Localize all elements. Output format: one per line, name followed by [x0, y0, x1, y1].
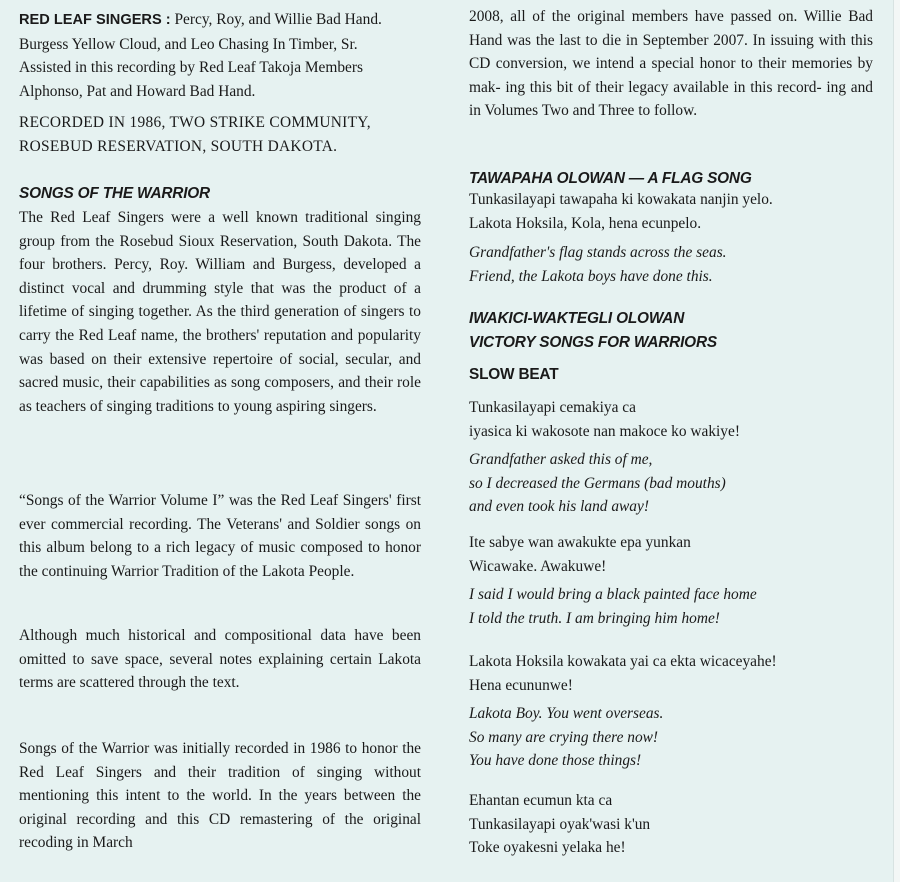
intro-line-2: Burgess Yellow Cloud, and Leo Chasing In Timber, Sr. [19, 35, 358, 53]
page-edge [893, 0, 900, 882]
verse-1-english [469, 448, 873, 519]
verse-3-english-line-1: Lakota Boy. You went overseas. [469, 705, 664, 722]
verse-1-lakota-line-1: Tunkasilayapi cemakiya ca [469, 399, 636, 416]
flag-song-english [469, 241, 873, 288]
verse-4-lakota [469, 789, 873, 860]
flag-english-line-2: Friend, the Lakota boys have done this. [469, 267, 713, 285]
flag-song-lakota [469, 188, 873, 235]
verse-1-english-line-1: Grandfather asked this of me, [469, 451, 653, 468]
flag-lakota-line-2: Lakota Hoksila, Kola, hena ecunpelo. [469, 214, 702, 232]
slow-beat-label: SLOW BEAT [469, 366, 559, 383]
verse-3-english-line-2: So many are crying there now! [469, 728, 659, 746]
verse-3-lakota-line-1: Lakota Hoksila kowakata yai ca ekta wicaceyahe! [469, 653, 777, 670]
verse-2-lakota-line-2: Wicawake. Awakuwe! [469, 557, 607, 575]
verse-2-english-line-1: I said I would bring a black painted face home [469, 586, 757, 603]
flag-lakota-line-1: Tunkasilayapi tawapaha ki kowakata nanjin yelo. [469, 191, 773, 208]
verse-4-lakota-line-2: Tunkasilayapi oyak'wasi k'un [469, 815, 651, 833]
intro-line-1: Percy, Roy, and Willie Bad Hand. [170, 11, 382, 28]
verse-3-lakota [469, 650, 873, 697]
verse-1-lakota-line-2: iyasica ki wakosote nan makoce ko wakiye! [469, 422, 740, 440]
verse-2-english [469, 583, 873, 630]
verse-3-lakota-line-2: Hena ecununwe! [469, 676, 573, 694]
verse-4-lakota-line-1: Ehantan ecumun kta ca [469, 792, 613, 809]
verse-4-lakota-line-3: Toke oyakesni yelaka he! [469, 839, 626, 857]
paragraph-notes-explanation: Although much historical and compositional data have been omitted to save space, several notes explaining certain Lakota terms are scattered through the text. [19, 627, 421, 692]
recorded-line-2: ROSEBUD RESERVATION, SOUTH DAKOTA. [19, 137, 338, 155]
intro-credits [19, 8, 421, 103]
victory-title-line-2: VICTORY SONGS FOR WARRIORS [469, 333, 717, 351]
intro-lead: RED LEAF SINGERS : [19, 12, 171, 28]
verse-2-lakota-line-1: Ite sabye wan awakukte epa yunkan [469, 534, 691, 551]
verse-1-english-line-3: and even took his land away! [469, 498, 649, 516]
section-title-songs-of-the-warrior: SONGS OF THE WARRIOR [19, 185, 210, 202]
paragraph-album-description: “Songs of the Warrior Volume I” was the Red Leaf Singers' first ever commercial recording. The Veterans' and Soldier songs on this album belong to a rich legacy of music composed to honor the continuing Warrior Tradition of the Lakota People. [19, 492, 421, 580]
flag-song-title: TAWAPAHA OLOWAN — A FLAG SONG [469, 170, 752, 187]
verse-1-lakota [469, 396, 873, 443]
verse-3-english-line-3: You have done those things! [469, 752, 642, 770]
paragraph-recording-history: Songs of the Warrior was initially recorded in 1986 to honor the Red Leaf Singers and their tradition of singing without mentioning this intent to the world. In the years between the original recording and this CD remastering of the original recoding in March [19, 740, 421, 852]
verse-2-english-line-2: I told the truth. I am bringing him home! [469, 609, 720, 627]
victory-title-line-1: IWAKICI-WAKTEGLI OLOWAN [469, 310, 685, 327]
verse-1-english-line-2: so I decreased the Germans (bad mouths) [469, 474, 726, 492]
paragraph-continuation: 2008, all of the original members have passed on. Willie Bad Hand was the last to die in September 2007. In issuing with this CD conversion, we intend a special honor to their memories by mak- ing this bit of their legacy available in this record- ing and in Volumes Two and Three to follow. [469, 8, 873, 120]
intro-line-3: Assisted in this recording by Red Leaf Takoja Members [19, 59, 363, 77]
flag-english-line-1: Grandfather's flag stands across the seas. [469, 244, 727, 261]
recording-info [19, 111, 421, 158]
recorded-line-1: RECORDED IN 1986, TWO STRIKE COMMUNITY, [19, 114, 371, 131]
paragraph-group-history: The Red Leaf Singers were a well known traditional singing group from the Rosebud Sioux Reservation, South Dakota. The four brothers. Percy, Roy. William and Burgess, developed a distinct vocal and drumming style that was the product of a lifetime of singing together. As the third generation of singers to carry the Red Leaf name, the brothers' reputation and popularity was based on their extensive repertoire of social, secular, and sacred music, their capabilities as song composers, and their role as teachers of singing traditions to young aspiring singers. [19, 209, 421, 415]
intro-line-4: Alphonso, Pat and Howard Bad Hand. [19, 82, 256, 100]
verse-3-english [469, 702, 873, 773]
verse-2-lakota [469, 531, 873, 578]
victory-songs-title [469, 307, 717, 354]
